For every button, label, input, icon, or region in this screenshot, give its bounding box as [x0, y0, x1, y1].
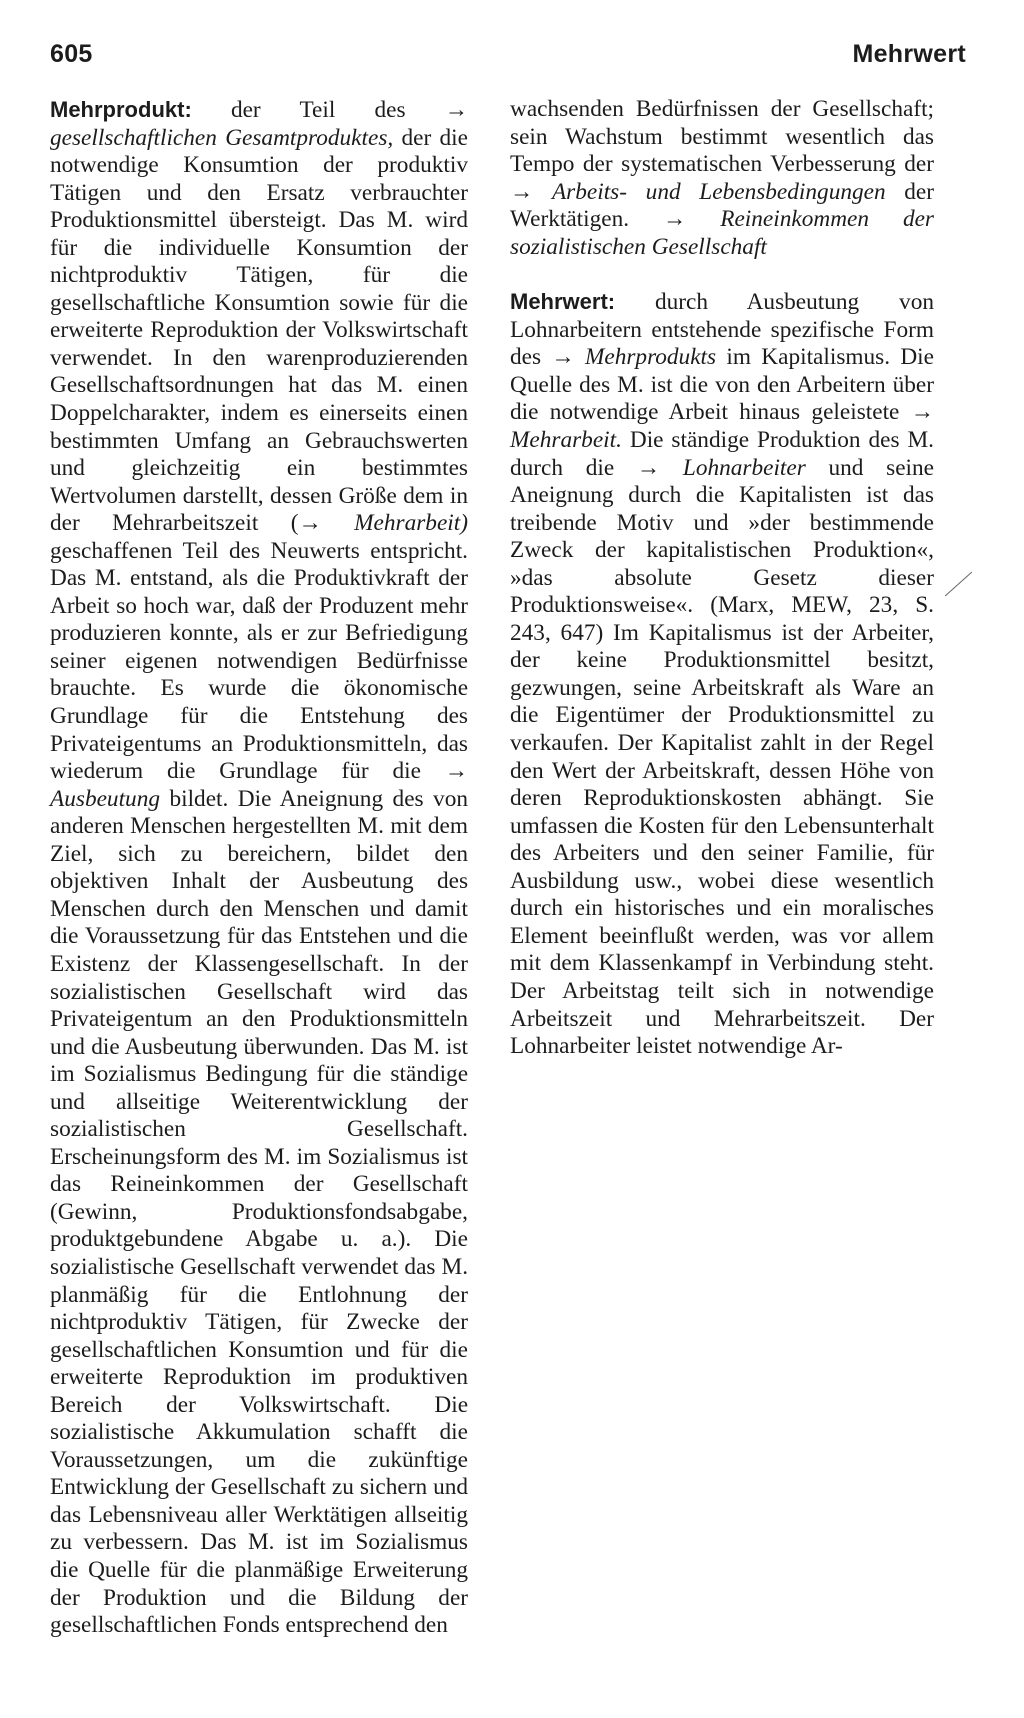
arrow-icon: → — [663, 206, 687, 233]
arrow-icon: → — [510, 178, 534, 205]
cross-reference: Ausbeutung — [50, 785, 161, 812]
arrow-icon: → — [636, 454, 661, 481]
entry-text: der Teil des — [230, 97, 406, 123]
cross-reference: Arbeits- und Lebensbedingungen — [551, 178, 886, 205]
arrow-icon: → — [551, 344, 575, 371]
entry-text: wachsenden Bedürfnissen der Gesellschaft; sein Wachstum bestimmt wesentlich das Tempo der systematischen Verbesserung der — [510, 96, 935, 178]
arrow-icon: → — [910, 399, 934, 426]
entry-text: geschaffenen Teil des Neuwerts entspricht. Das M. entstand, als die Produktivkraft der Arbeit so hoch war, daß der Produzent mehr produzieren konnte, als er zur Befriedigung seiner eigenen notwendigen Bedürfnisse brauchte. Es wurde die ökonomische Grundlage für die Entstehung des Privateigentums an Produktionsmitteln, das wiederum die Grundlage für die — [50, 537, 469, 785]
cross-reference: Mehrarbeit. — [510, 427, 622, 454]
entry-text: im Kapitalismus. Die Quelle des M. ist die von den Arbeitern über die notwendige Arbeit hinaus geleistete — [510, 344, 934, 426]
arrow-icon: → — [444, 97, 469, 123]
headword-mehrprodukt: Mehrprodukt: — [50, 97, 192, 122]
entry-text: der die notwendige Konsumtion der produktiv Tätigen und den Ersatz verbrauchter Produktionsmittel übersteigt. Das M. wird für die individuelle Konsumtion der nichtproduktiv Tätigen, für die gesellschaftliche Konsumtion sowie für die erweiterte Reproduktion der Volkswirtschaft verwendet. In den warenproduzierenden Gesellschaftsordnungen hat das M. einen Doppelcharakter, indem es einerseits einen bestimmten Umfang an Gebrauchswerten und gleichzeitig ein bestimmtes Wertvolumen darstellt, dessen Größe dem in der Mehrarbeitszeit ( — [50, 124, 469, 537]
headword-mehrwert: Mehrwert: — [510, 289, 616, 315]
entry-text: Die ständige Produktion des M. durch die — [510, 427, 934, 481]
page-number: 605 — [50, 40, 93, 68]
entry-text: bildet. Die Aneignung des von anderen Menschen hergestellten M. mit dem Ziel, sich zu bereichern, bildet den objektiven Inhalt der Ausbeutung des Menschen durch den Menschen und damit die Voraussetzung für das Entstehen und die Existenz der Klassengesellschaft. In der sozialistischen Gesellschaft wird das Privateigentum an den Produktionsmitteln und die Ausbeutung überwunden. Das M. ist im Sozialismus Bedingung für die ständige und allseitige Weiterentwicklung der sozialistischen Gesellschaft. Erscheinungsform des M. im Sozialismus ist das Reineinkommen der Gesellschaft (Gewinn, Produktionsfondsabgabe, produktgebundene Abgabe u. a.). Die sozialistische Gesellschaft verwendet das M. planmäßig für die Entlohnung der nichtproduktiv Tätigen, für Zwecke der gesellschaftlichen Konsumtion und für die erweiterte Reproduktion im produktiven Bereich der Volkswirtschaft. Die sozialistische Akkumulation schafft die Voraussetzungen, um die zukünftige Entwicklung der Gesellschaft zu sichern und das Lebensniveau aller Werktätigen allseitig zu verbessern. Das M. ist im Sozialismus die Quelle für die planmäßige Erweiterung der Produktion und die Bildung der gesellschaftlichen Fonds entsprechend den — [50, 785, 469, 1639]
cross-reference: Mehrarbeit) — [354, 510, 468, 537]
arrow-icon: → — [298, 510, 322, 537]
text-column-left — [50, 96, 468, 1640]
entry-text: durch Ausbeutung von Lohnarbeitern entstehende spezifische Form des — [510, 289, 934, 371]
entry-mehrprodukt-continued — [510, 96, 934, 261]
entry-mehrwert — [510, 288, 934, 1060]
running-head: Mehrwert — [852, 40, 966, 68]
entry-mehrprodukt — [50, 96, 468, 1640]
margin-pencil-mark — [945, 572, 972, 597]
cross-reference: Lohnarbeiter — [682, 454, 806, 481]
cross-reference: gesellschaftlichen Gesamtproduktes, — [50, 124, 394, 151]
entry-text: der Werktätigen. — [510, 178, 935, 233]
cross-reference: Mehrprodukts — [584, 344, 717, 371]
text-column-right — [510, 96, 934, 1061]
arrow-icon: → — [444, 758, 469, 785]
entry-text: und seine Aneignung durch die Kapitalisten ist das treibende Motiv und »der bestimmende Zweck der kapitalistischen Produktion«, »das absolute Gesetz dieser Produktionsweise«. (Marx, MEW, 23, S. 243, 647) Im Kapitalismus ist der Arbeiter, der keine Produktionsmittel besitzt, gezwungen, seine Arbeitskraft als Ware an die Eigentümer der Produktionsmittel zu verkaufen. Der Kapitalist zahlt in der Regel den Wert der Arbeitskraft, dessen Höhe von deren Reproduktionskosten abhängt. Sie umfassen die Kosten für den Lebensunterhalt des Arbeiters und den seiner Familie, für Ausbildung usw., wobei diese wesentlich durch ein historisches und ein moralisches Element beeinflußt werden, was vor allem mit dem Klassenkampf in Verbindung steht. Der Arbeitstag teilt sich in notwendige Arbeitszeit und Mehrarbeitszeit. Der Lohnarbeiter leistet notwendige Ar- — [510, 454, 935, 1060]
cross-reference: Reineinkommen der sozialistischen Gesellschaft — [510, 206, 934, 260]
